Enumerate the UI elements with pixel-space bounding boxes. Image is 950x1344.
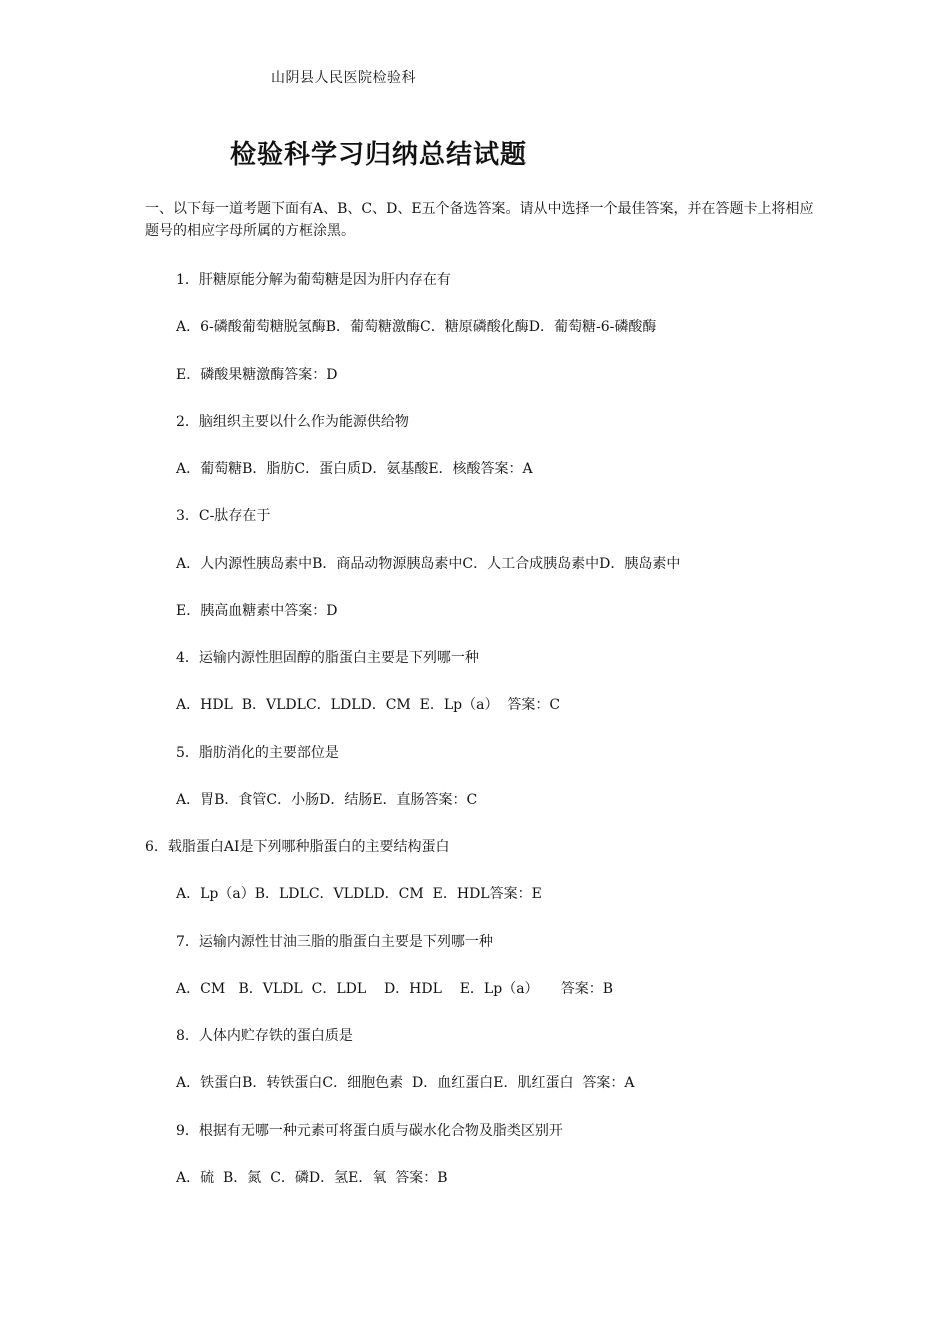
question-2-options-answer: A．葡萄糖B．脂肪C．蛋白质D．氨基酸E．核酸答案：A [176,461,533,477]
question-9-options-answer: A．硫 B．氮 C．磷D．氢E．氧 答案：B [176,1170,448,1186]
question-3-options-answer: E．胰高血糖素中答案：D [176,603,338,619]
question-8: 8．人体内贮存铁的蛋白质是 [176,1028,353,1044]
question-1: 1．肝糖原能分解为葡萄糖是因为肝内存在有 [176,272,451,288]
question-5: 5．脂肪消化的主要部位是 [176,745,339,761]
question-2: 2．脑组织主要以什么作为能源供给物 [176,414,409,430]
question-4-options-answer: A．HDL B．VLDLC．LDLD．CM E．Lp（a） 答案：C [176,697,561,713]
page-header: 山阴县人民医院检验科 [271,70,416,86]
page-title: 检验科学习归纳总结试题 [230,140,528,170]
question-7: 7．运输内源性甘油三脂的脂蛋白主要是下列哪一种 [176,934,493,950]
question-8-options-answer: A．铁蛋白B．转铁蛋白C．细胞色素 D．血红蛋白E．肌红蛋白 答案：A [176,1075,635,1091]
question-9: 9．根据有无哪一种元素可将蛋白质与碳水化合物及脂类区别开 [176,1123,563,1139]
question-7-options-answer: A．CM B．VLDL C．LDL D．HDL E．Lp（a） 答案：B [176,981,614,997]
question-1-options-answer: E．磷酸果糖激酶答案：D [176,367,338,383]
question-1-options: A．6-磷酸葡萄糖脱氢酶B．葡萄糖激酶C．糖原磷酸化酶D．葡萄糖-6-磷酸酶 [176,319,657,335]
instructions-paragraph: 一、以下每一道考题下面有A、B、C、D、E五个备选答案。请从中选择一个最佳答案，并在答题卡上将相应题号的相应字母所属的方框涂黑。 [145,201,814,239]
question-5-options-answer: A．胃B．食管C．小肠D．结肠E．直肠答案：C [176,792,478,808]
question-3: 3．C-肽存在于 [176,508,271,524]
question-3-options: A．人内源性胰岛素中B．商品动物源胰岛素中C．人工合成胰岛素中D．胰岛素中 [176,556,681,572]
question-6: 6．载脂蛋白AI是下列哪种脂蛋白的主要结构蛋白 [145,839,450,855]
question-6-options-answer: A．Lp（a）B．LDLC．VLDLD．CM E．HDL答案：E [176,886,542,902]
question-4: 4．运输内源性胆固醇的脂蛋白主要是下列哪一种 [176,650,479,666]
